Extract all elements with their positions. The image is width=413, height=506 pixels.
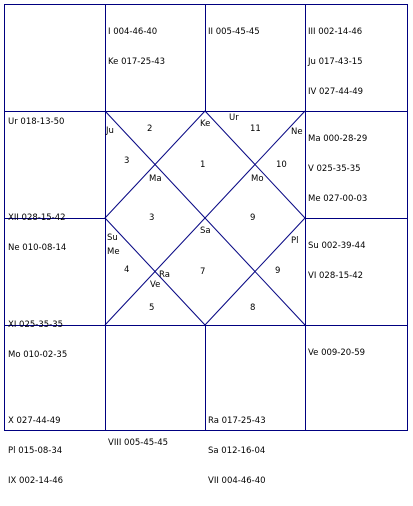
cell-line: Mo 010-02-35 xyxy=(8,350,68,360)
cell-line: Ra 017-25-43 xyxy=(208,416,266,426)
house-cell-4 xyxy=(8,97,64,147)
cell-line: Ma 000-28-29 xyxy=(308,134,368,144)
cell-line: XI 025-35-35 xyxy=(8,320,64,330)
cell-line: Ur 018-13-50 xyxy=(8,117,65,127)
cell-line: II 005-45-45 xyxy=(208,27,260,37)
cell-line: Pl 015-08-34 xyxy=(8,446,63,456)
cell-line: X 027-44-49 xyxy=(8,416,61,426)
house-cell-5 xyxy=(308,114,367,224)
sign-number: 2 xyxy=(147,124,153,134)
house-cell-6 xyxy=(8,193,66,273)
house-cell-1 xyxy=(108,7,165,87)
cell-line: Sa 012-16-04 xyxy=(208,446,266,456)
planet-label: Ur xyxy=(229,113,239,123)
house-cell-12 xyxy=(208,396,266,506)
cell-line: VI 028-15-42 xyxy=(308,271,364,281)
sign-number: 1 xyxy=(200,160,206,170)
house-cell-10 xyxy=(8,396,63,506)
sign-number: 3 xyxy=(149,213,155,223)
house-cell-3 xyxy=(308,7,363,117)
cell-line: Su 002-39-44 xyxy=(308,241,366,251)
planet-label: Ra xyxy=(159,270,170,280)
cell-line: IV 027-44-49 xyxy=(308,87,364,97)
house-cell-9 xyxy=(308,328,365,378)
house-cell-7 xyxy=(308,221,365,301)
sign-number: 4 xyxy=(124,265,130,275)
cell-line: Ke 017-25-43 xyxy=(108,57,166,67)
sign-number: 9 xyxy=(275,266,281,276)
planet-label: Ve xyxy=(150,280,161,290)
cell-line: VIII 005-45-45 xyxy=(108,438,169,448)
sign-number: 11 xyxy=(250,124,261,134)
planet-label: Mo xyxy=(251,174,264,184)
house-cell-8 xyxy=(8,300,67,380)
cell-line: IX 002-14-46 xyxy=(8,476,64,486)
sign-number: 8 xyxy=(250,303,256,313)
planet-label: Ju xyxy=(106,126,114,136)
cell-line: V 025-35-35 xyxy=(308,164,361,174)
cell-line: III 002-14-46 xyxy=(308,27,363,37)
planet-label: Pl xyxy=(291,236,299,246)
planet-label: Ma xyxy=(149,174,162,184)
house-cell-11 xyxy=(108,418,168,468)
sign-number: 9 xyxy=(250,213,256,223)
planet-label: Ne xyxy=(291,127,303,137)
planet-label: Me xyxy=(107,247,120,257)
cell-line: XII 028-15-42 xyxy=(8,213,66,223)
planet-label: Sa xyxy=(200,226,211,236)
house-cell-2 xyxy=(208,7,260,57)
cell-line: I 004-46-40 xyxy=(108,27,158,37)
cell-line: Ve 009-20-59 xyxy=(308,348,366,358)
planet-label: Su xyxy=(107,233,118,243)
sign-number: 5 xyxy=(149,303,155,313)
sign-number: 7 xyxy=(200,267,206,277)
sign-number: 10 xyxy=(276,160,287,170)
cell-line: VII 004-46-40 xyxy=(208,476,266,486)
cell-line: Ju 017-43-15 xyxy=(308,57,363,67)
cell-line: Me 027-00-03 xyxy=(308,194,368,204)
planet-label: Ke xyxy=(200,119,211,129)
sign-number: 3 xyxy=(124,156,130,166)
cell-line: Ne 010-08-14 xyxy=(8,243,67,253)
